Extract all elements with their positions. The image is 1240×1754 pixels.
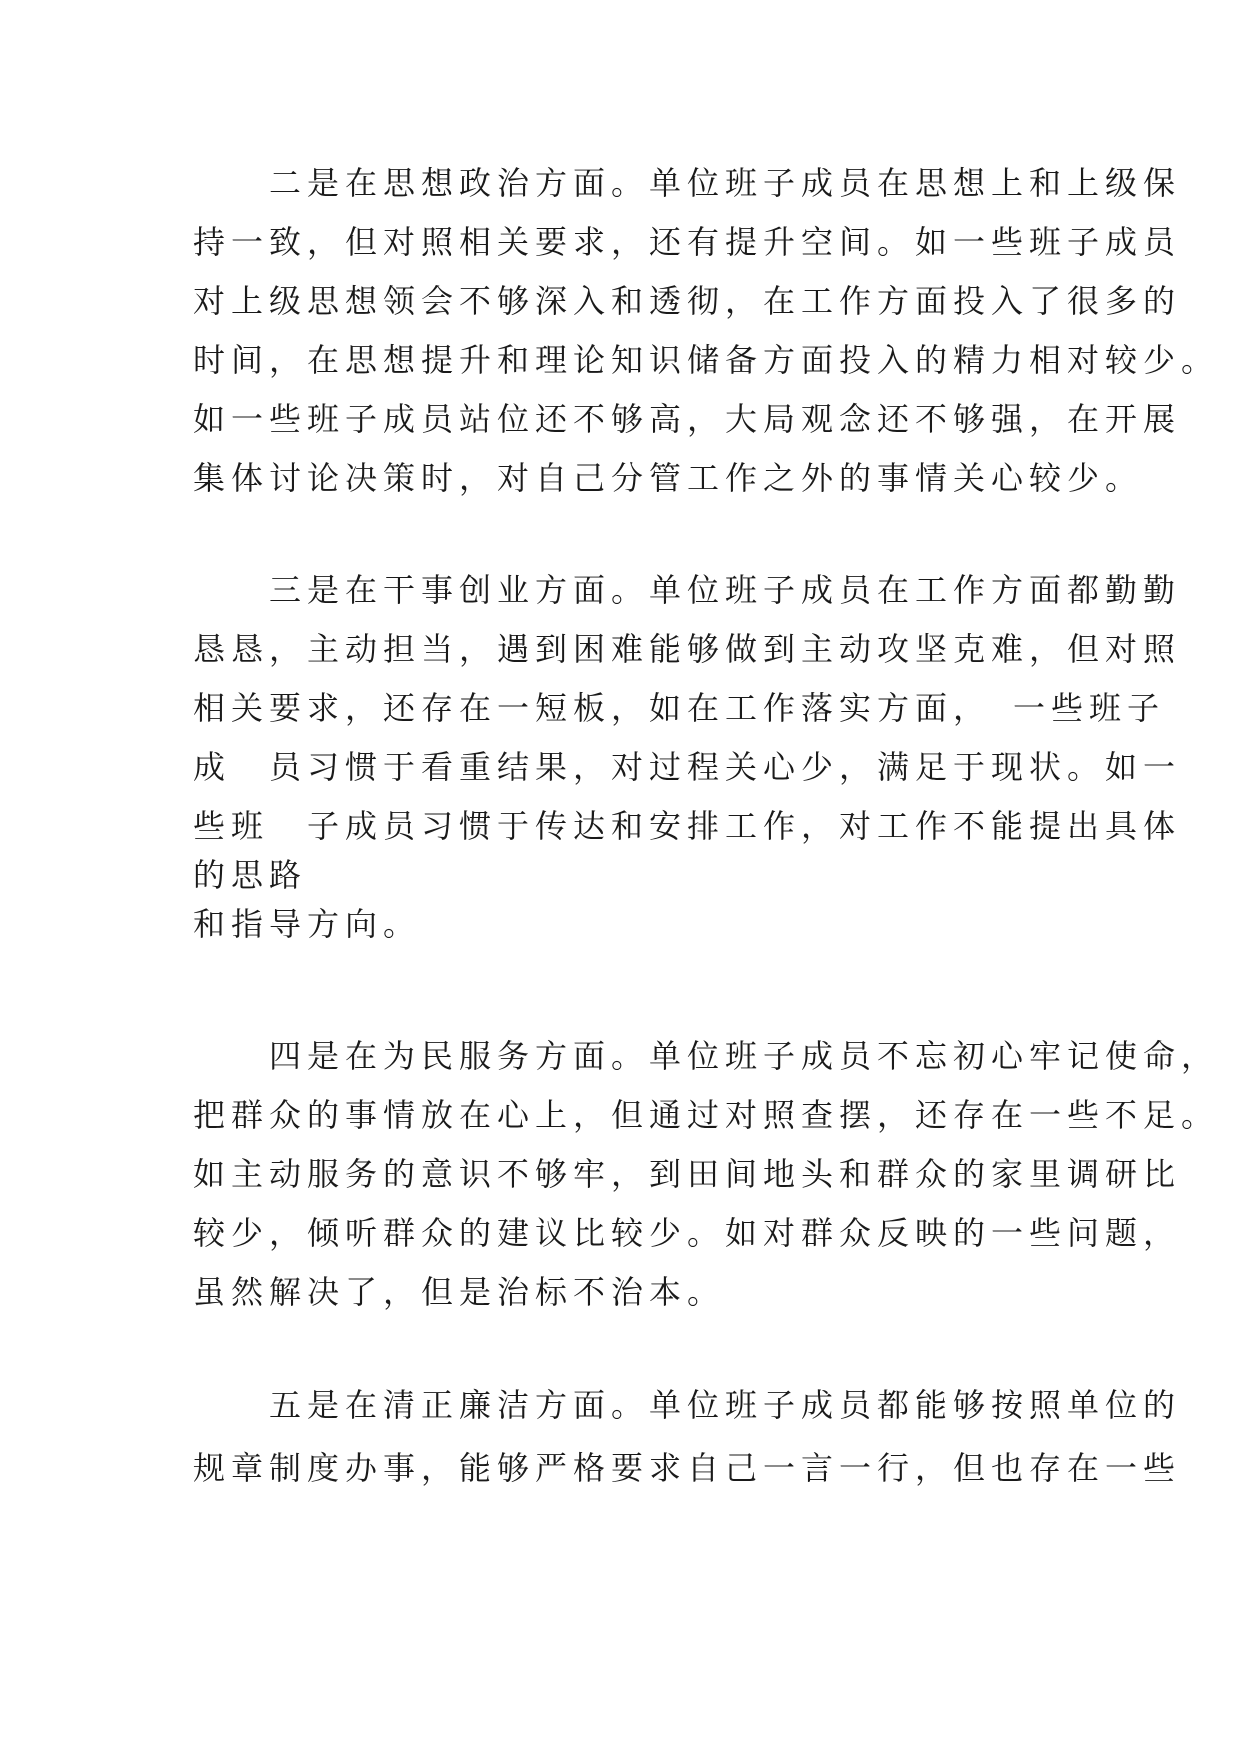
text-line: 成 员习惯于看重结果，对过程关心少，满足于现状。如一 <box>193 748 1182 786</box>
text-line: 对上级思想领会不够深入和透彻，在工作方面投入了很多的 <box>193 282 1182 320</box>
text-line: 规章制度办事，能够严格要求自己一言一行，但也存在一些 <box>193 1449 1182 1487</box>
text-line: 相关要求，还存在一短板，如在工作落实方面， 一些班子 <box>193 689 1166 727</box>
text-line: 些班 子成员习惯于传达和安排工作，对工作不能提出具体 <box>193 807 1182 845</box>
text-line: 如一些班子成员站位还不够高，大局观念还不够强，在开展 <box>193 400 1182 438</box>
text-line: 五是在清正廉洁方面。单位班子成员都能够按照单位的 <box>193 1386 1182 1424</box>
text-line: 恳恳，主动担当，遇到困难能够做到主动攻坚克难，但对照 <box>193 630 1182 668</box>
text-line: 虽然解决了，但是治标不治本。 <box>193 1273 726 1311</box>
text-line: 三是在干事创业方面。单位班子成员在工作方面都勤勤 <box>193 571 1182 609</box>
text-line: 较少，倾听群众的建议比较少。如对群众反映的一些问题， <box>193 1214 1182 1252</box>
text-line: 时间，在思想提升和理论知识储备方面投入的精力相对较少。 <box>193 341 1220 379</box>
text-line: 和指导方向。 <box>193 905 422 943</box>
text-line: 四是在为民服务方面。单位班子成员不忘初心牢记使命， <box>193 1037 1220 1075</box>
text-line: 二是在思想政治方面。单位班子成员在思想上和上级保 <box>193 164 1182 202</box>
text-line: 集体讨论决策时，对自己分管工作之外的事情关心较少。 <box>193 459 1144 497</box>
text-line: 持一致，但对照相关要求，还有提升空间。如一些班子成员 <box>193 223 1182 261</box>
text-line: 如主动服务的意识不够牢，到田间地头和群众的家里调研比 <box>193 1155 1182 1193</box>
text-line: 的思路 <box>193 856 308 894</box>
text-line: 把群众的事情放在心上，但通过对照查摆，还存在一些不足。 <box>193 1096 1220 1134</box>
